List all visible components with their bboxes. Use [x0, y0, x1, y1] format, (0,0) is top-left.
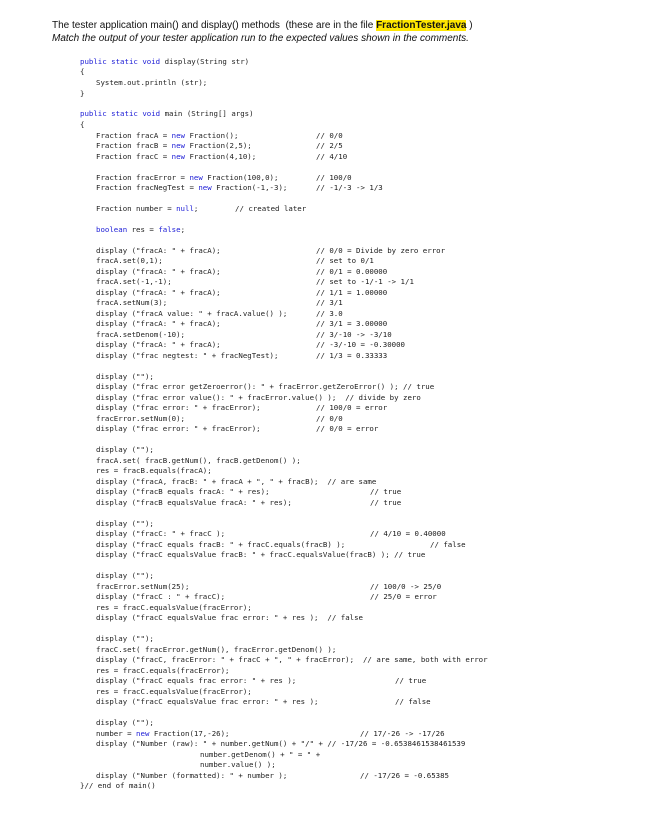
- code-comment: // created later: [235, 204, 307, 213]
- code-comment: // set to -1/-1 -> 1/1: [316, 277, 414, 286]
- code-comment: // 100/0 -> 25/0: [370, 582, 442, 591]
- code-line: display ("fracC equalsValue frac error: " + res ); // false: [96, 613, 363, 622]
- code-line: display ("fracC equals frac error: " + res );: [96, 676, 297, 685]
- code-line: fracError.setNum(25);: [96, 582, 190, 591]
- code-line: fracA.set( fracB.getNum(), fracB.getDenom() );: [96, 456, 301, 465]
- code-line: fracA.set(0,1);: [96, 256, 163, 265]
- code-line: number = new Fraction(17,-26);: [96, 729, 230, 738]
- code-comment: // 2/5: [316, 141, 343, 150]
- code-line: {: [80, 120, 85, 129]
- code-line: fracA.set(-1,-1);: [96, 277, 172, 286]
- code-line: Fraction fracNegTest = new Fraction(-1,-3);: [96, 183, 288, 192]
- code-line: display ("fracA: " + fracA);: [96, 340, 221, 349]
- code-line: display ("fracA: " + fracA);: [96, 246, 221, 255]
- code-comment: // 3/1 = 3.00000: [316, 319, 388, 328]
- code-comment: // 25/0 = error: [370, 592, 437, 601]
- code-line: display ("fracA, fracB: " + fracA + ", " + fracB); // are same: [96, 477, 377, 486]
- code-comment: // set to 0/1: [316, 256, 374, 265]
- code-line: display ("frac negtest: " + fracNegTest);: [96, 351, 279, 360]
- code-comment: // 4/10 = 0.40000: [370, 529, 446, 538]
- code-line: number.value() );: [200, 760, 276, 769]
- code-line: display ("fracC equals fracB: " + fracC.equals(fracB) );: [96, 540, 346, 549]
- code-comment: // 0/0 = error: [316, 424, 379, 433]
- code-comment: // -3/-10 = -0.30000: [316, 340, 405, 349]
- code-line: Fraction fracError = new Fraction(100,0);: [96, 173, 279, 182]
- code-line: Fraction fracA = new Fraction();: [96, 131, 239, 140]
- code-line: res = fracC.equals(fracError);: [96, 666, 230, 675]
- code-line: display ("fracB equals fracA: " + res);: [96, 487, 270, 496]
- code-comment: // -1/-3 -> 1/3: [316, 183, 383, 192]
- code-line: fracA.setNum(3);: [96, 298, 168, 307]
- file-name-highlight: FractionTester.java: [376, 20, 467, 31]
- code-line: res = fracB.equals(fracA);: [96, 466, 212, 475]
- code-line: display ("frac error getZeroerror(): " + fracError.getZeroError() ); // true: [96, 382, 435, 391]
- code-comment: // 1/1 = 1.00000: [316, 288, 388, 297]
- code-line: Fraction fracC = new Fraction(4,10);: [96, 152, 257, 161]
- code-line: }: [80, 89, 85, 98]
- code-line: fracC.set( fracError.getNum(), fracError.getDenom() );: [96, 645, 337, 654]
- code-line: display ("fracA: " + fracA);: [96, 267, 221, 276]
- code-line: res = fracC.equalsValue(fracError);: [96, 603, 252, 612]
- code-line: display ("Number (raw): " + number.getNum() + "/" + // -17/26 = -0.6538461538461539: [96, 739, 466, 748]
- code-line: display ("fracB equalsValue fracA: " + res);: [96, 498, 292, 507]
- code-line: display ("");: [96, 571, 154, 580]
- code-line: display ("Number (formatted): " + number );: [96, 771, 288, 780]
- code-line: number.getDenom() + " = " +: [200, 750, 321, 759]
- code-comment: // 100/0 = error: [316, 403, 388, 412]
- code-comment: // 3.0: [316, 309, 343, 318]
- code-comment: // 0/1 = 0.00000: [316, 267, 388, 276]
- code-line: Fraction number = null;: [96, 204, 199, 213]
- code-line: display ("");: [96, 445, 154, 454]
- code-line: Fraction fracB = new Fraction(2,5);: [96, 141, 252, 150]
- code-comment: // 0/0 = Divide by zero error: [316, 246, 446, 255]
- code-comment: // 17/-26 -> -17/26: [360, 729, 445, 738]
- code-line: display ("fracC equalsValue frac error: " + res );: [96, 697, 319, 706]
- code-line: System.out.println (str);: [96, 78, 208, 87]
- code-comment: // true: [395, 676, 427, 685]
- code-line: display ("frac error: " + fracError);: [96, 424, 261, 433]
- code-line: res = fracC.equalsValue(fracError);: [96, 687, 252, 696]
- code-comment: // true: [370, 498, 402, 507]
- code-line: display ("");: [96, 718, 154, 727]
- code-comment: // true: [370, 487, 402, 496]
- code-line: public static void display(String str): [80, 57, 250, 66]
- code-line: public static void main (String[] args): [80, 109, 254, 118]
- code-line: display ("fracA: " + fracA);: [96, 319, 221, 328]
- code-line: display ("frac error value(): " + fracError.value() ); // divide by zero: [96, 393, 421, 402]
- code-line: display ("fracC equalsValue fracB: " + fracC.equalsValue(fracB) ); // true: [96, 550, 426, 559]
- code-comment: // 0/0: [316, 414, 343, 423]
- code-comment: // -17/26 = -0.65385: [360, 771, 449, 780]
- code-line: display ("fracC: " + fracC );: [96, 529, 226, 538]
- code-line: display ("frac error: " + fracError);: [96, 403, 261, 412]
- code-line: {: [80, 67, 85, 76]
- code-line: display ("fracA value: " + fracA.value() );: [96, 309, 288, 318]
- code-line: fracError.setNum(0);: [96, 414, 185, 423]
- title-prefix: The tester application main() and display() methods (these are in the file: [52, 20, 377, 31]
- instruction-text: Match the output of your tester application run to the expected values shown in the comments.: [52, 33, 469, 44]
- code-line: display ("");: [96, 372, 154, 381]
- code-comment: // 1/3 = 0.33333: [316, 351, 388, 360]
- code-line: fracA.setDenom(-10);: [96, 330, 185, 339]
- code-comment: // 3/-10 -> -3/10: [316, 330, 392, 339]
- code-line: display ("fracA: " + fracA);: [96, 288, 221, 297]
- page-title: [52, 19, 473, 32]
- code-comment: // 0/0: [316, 131, 343, 140]
- title-suffix: ): [466, 20, 473, 31]
- code-comment: // 3/1: [316, 298, 343, 307]
- code-comment: // false: [430, 540, 466, 549]
- code-comment: // 4/10: [316, 152, 348, 161]
- code-line: display ("");: [96, 519, 154, 528]
- code-line: display ("");: [96, 634, 154, 643]
- code-line: }// end of main(): [80, 781, 156, 790]
- code-line: display ("fracC, fracError: " + fracC + ", " + fracError); // are same, both with error: [96, 655, 488, 664]
- code-line: boolean res = false;: [96, 225, 186, 234]
- code-comment: // false: [395, 697, 431, 706]
- code-comment: // 100/0: [316, 173, 352, 182]
- code-line: display ("fracC : " + fracC);: [96, 592, 226, 601]
